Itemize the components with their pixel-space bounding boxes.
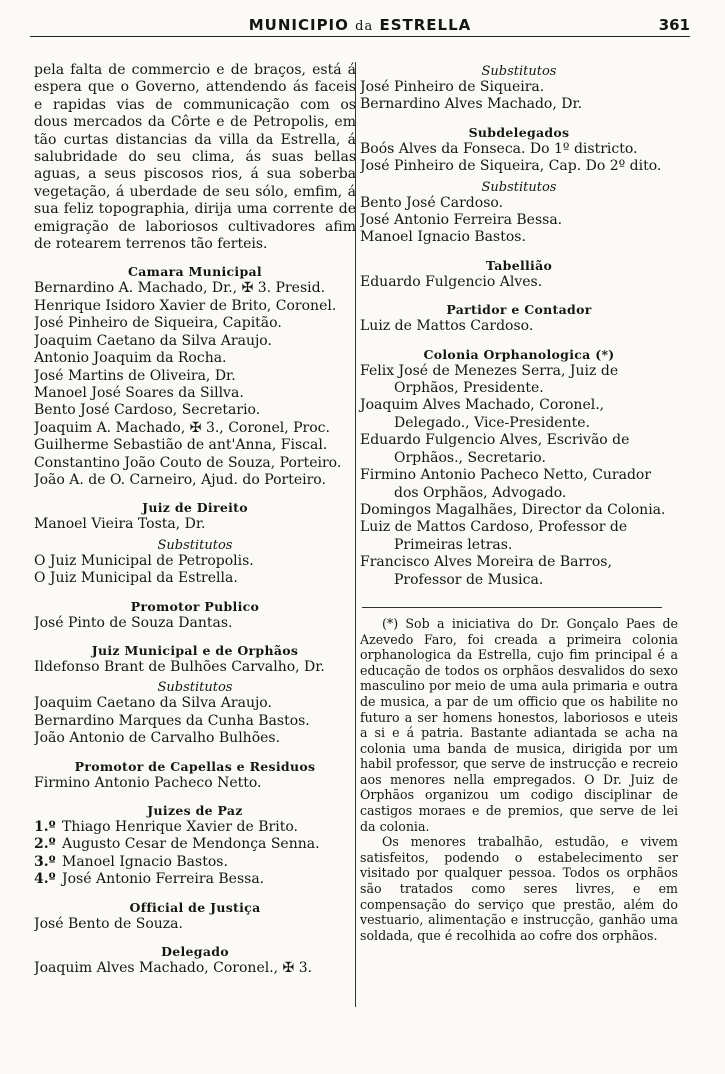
list-item: João Antonio de Carvalho Bulhões. bbox=[34, 730, 281, 747]
substitutos-label: Substitutos bbox=[157, 537, 233, 553]
list-item: Luiz de Mattos Cardoso, Professor de Primeiras letras. bbox=[360, 519, 628, 553]
list-item: Joaquim A. Machado, ✠ 3., Coronel, Proc. bbox=[34, 419, 330, 436]
list-item: Bernardino Alves Machado, Dr. bbox=[360, 96, 583, 113]
list-item bbox=[34, 854, 356, 871]
section-tabelliao: Tabellião bbox=[485, 257, 553, 273]
section-partidor-contador: Partidor e Contador bbox=[446, 302, 592, 318]
page-number: 361 bbox=[658, 16, 690, 34]
list-item bbox=[34, 819, 356, 836]
camara-list bbox=[34, 280, 356, 489]
list-item: João A. de O. Carneiro, Ajud. do Porteiro. bbox=[34, 471, 326, 488]
tabelliao-name: Eduardo Fulgencio Alves. bbox=[360, 273, 543, 290]
header-title-estrella: ESTRELLA bbox=[379, 16, 472, 34]
section-promotor-capellas: Promotor de Capellas e Residuos bbox=[74, 758, 316, 774]
list-item: Bernardino Marques da Cunha Bastos. bbox=[34, 712, 310, 729]
list-item: Joaquim Alves Machado, Coronel., Delegado., Vice-Presidente. bbox=[360, 397, 605, 431]
footnote-divider bbox=[362, 607, 662, 608]
juiz-paz-name: Augusto Cesar de Mendonça Senna. bbox=[62, 836, 320, 853]
list-item: Bento José Cardoso, Secretario. bbox=[34, 402, 261, 419]
list-item: Joaquim Caetano da Silva Araujo. bbox=[34, 695, 272, 712]
list-item: Joaquim Caetano da Silva Araujo. bbox=[34, 332, 272, 349]
list-item: Domingos Magalhães, Director da Colonia. bbox=[360, 501, 666, 518]
list-item: Francisco Alves Moreira de Barros, Professor de Musica. bbox=[360, 554, 612, 588]
section-juiz-direito: Juiz de Direito bbox=[142, 500, 248, 516]
footnote-text: Os menores trabalhão, estudão, e vivem satisfeitos, podendo o estabelecimento ser visitado por qualquer pessoa. Todos os orphãos são tratados como seres livres, e em compensação do serviço que prestão, além do vestuario, alimentação e instrucção, ganhão uma soldada, que é recolhida ao cofre dos orphãos. bbox=[360, 834, 678, 943]
official-name: José Bento de Souza. bbox=[34, 915, 183, 932]
section-official-justica: Official de Justiça bbox=[129, 899, 261, 915]
header-title-municipio: MUNICIPIO bbox=[248, 16, 349, 34]
section-delegado: Delegado bbox=[161, 944, 229, 960]
list-item: Henrique Isidoro Xavier de Brito, Coronel. bbox=[34, 297, 337, 314]
list-item: Guilherme Sebastião de ant'Anna, Fiscal. bbox=[34, 437, 328, 454]
section-juiz-municipal: Juiz Municipal e de Orphãos bbox=[91, 642, 299, 658]
section-camara-municipal: Camara Municipal bbox=[128, 264, 262, 280]
list-item: Manoel José Soares da Sillva. bbox=[34, 384, 244, 401]
list-item: Bernardino A. Machado, Dr., ✠ 3. Presid. bbox=[34, 280, 326, 297]
header-title bbox=[30, 16, 690, 34]
list-item: Firmino Antonio Pacheco Netto, Curador dos Orphãos, Advogado. bbox=[360, 467, 652, 501]
delegado-name: Joaquim Alves Machado, Coronel., ✠ 3. bbox=[34, 960, 313, 977]
list-item: Antonio Joaquim da Rocha. bbox=[34, 350, 227, 367]
right-column bbox=[360, 62, 678, 943]
juiz-paz-name: Manoel Ignacio Bastos. bbox=[62, 853, 228, 870]
ordinal: 4.º bbox=[34, 871, 56, 888]
ordinal: 2.º bbox=[34, 836, 56, 853]
list-item: Felix José de Menezes Serra, Juiz de Orphãos, Presidente. bbox=[360, 362, 619, 397]
promotor-capellas-name: Firmino Antonio Pacheco Netto. bbox=[34, 774, 262, 791]
list-item: Manoel Ignacio Bastos. bbox=[360, 229, 526, 246]
list-item: Bento José Cardoso. bbox=[360, 194, 504, 211]
list-item: O Juiz Municipal de Petropolis. bbox=[34, 552, 254, 569]
list-item: José Antonio Ferreira Bessa. bbox=[360, 212, 563, 229]
list-item: Eduardo Fulgencio Alves, Escrivão de Orphãos., Secretario. bbox=[360, 432, 630, 466]
intro-paragraph: pela falta de commercio e de braços, está á espera que o Governo, attendendo ás faceis e rapidas vias de communicação com os dous mercados da Côrte e de Petropolis, em tão curtas distancias da villa da Estrella, á salubridade do seu clima, ás suas bellas aguas, a seus piscosos rios, á sua soberba vegetação, á uberdade de seu sólo, emfim, á sua feliz topographia, dirija uma corrente de emigração de laboriosos cultivadores afim de rotearem terrenos tão ferteis. bbox=[34, 62, 356, 253]
list-item: O Juiz Municipal da Estrella. bbox=[34, 570, 238, 587]
substitutos-label: Substitutos bbox=[481, 64, 557, 79]
juiz-paz-name: José Antonio Ferreira Bessa. bbox=[62, 871, 265, 888]
header-title-da: da bbox=[355, 19, 374, 34]
list-item: José Martins de Oliveira, Dr. bbox=[34, 367, 236, 384]
left-column bbox=[34, 62, 356, 977]
substitutos-label: Substitutos bbox=[157, 680, 233, 696]
footnote-paragraph-1 bbox=[360, 616, 678, 834]
list-item: José Pinheiro de Siqueira, Cap. Do 2º dito. bbox=[360, 158, 662, 175]
list-item: Boós Alves da Fonseca. Do 1º districto. bbox=[360, 140, 638, 157]
section-promotor-publico: Promotor Publico bbox=[130, 598, 260, 614]
juiz-paz-name: Thiago Henrique Xavier de Brito. bbox=[62, 819, 298, 835]
running-header bbox=[30, 16, 690, 37]
list-item bbox=[34, 836, 356, 853]
ordinal: 1.º bbox=[34, 819, 56, 835]
list-item: José Pinheiro de Siqueira, Capitão. bbox=[34, 315, 282, 332]
footnote-paragraph-2 bbox=[360, 834, 678, 943]
ordinal: 3.º bbox=[34, 853, 56, 870]
section-subdelegados: Subdelegados bbox=[468, 124, 570, 140]
footnote-text: (*) Sob a iniciativa do Dr. Gonçalo Paes de Azevedo Faro, foi creada a primeira colonia orphanologica da Estrella, cujo fim principal é a educação de todos os orphãos desvalidos do sexo masculino por meio de uma aula primaria e outra de musica, a par de um officio que os habilite no futuro a ser homens honestos, laboriosos e uteis a si e á patria. Bastante adiantada se acha na colonia uma banda de musica, dirigida por um habil professor, que serve de instrucção e recreio aos menores nella empregados. O Dr. Juiz de Orphãos organizou um codigo disciplinar de castigos moraes e de premios, que serve de lei da colonia. bbox=[360, 615, 678, 834]
juiz-direito-name: Manoel Vieira Tosta, Dr. bbox=[34, 516, 206, 533]
list-item: José Pinheiro de Siqueira. bbox=[360, 79, 545, 95]
substitutos-label: Substitutos bbox=[481, 179, 557, 195]
section-colonia-orphanologica: Colonia Orphanologica (*) bbox=[423, 346, 615, 362]
juiz-municipal-name: Ildefonso Brant de Bulhões Carvalho, Dr. bbox=[34, 658, 325, 675]
list-item bbox=[34, 871, 356, 888]
promotor-name: José Pinto de Souza Dantas. bbox=[34, 614, 233, 631]
list-item: Constantino João Couto de Souza, Porteiro. bbox=[34, 454, 342, 471]
section-juizes-paz: Juizes de Paz bbox=[147, 803, 243, 818]
partidor-name: Luiz de Mattos Cardoso. bbox=[360, 318, 534, 335]
